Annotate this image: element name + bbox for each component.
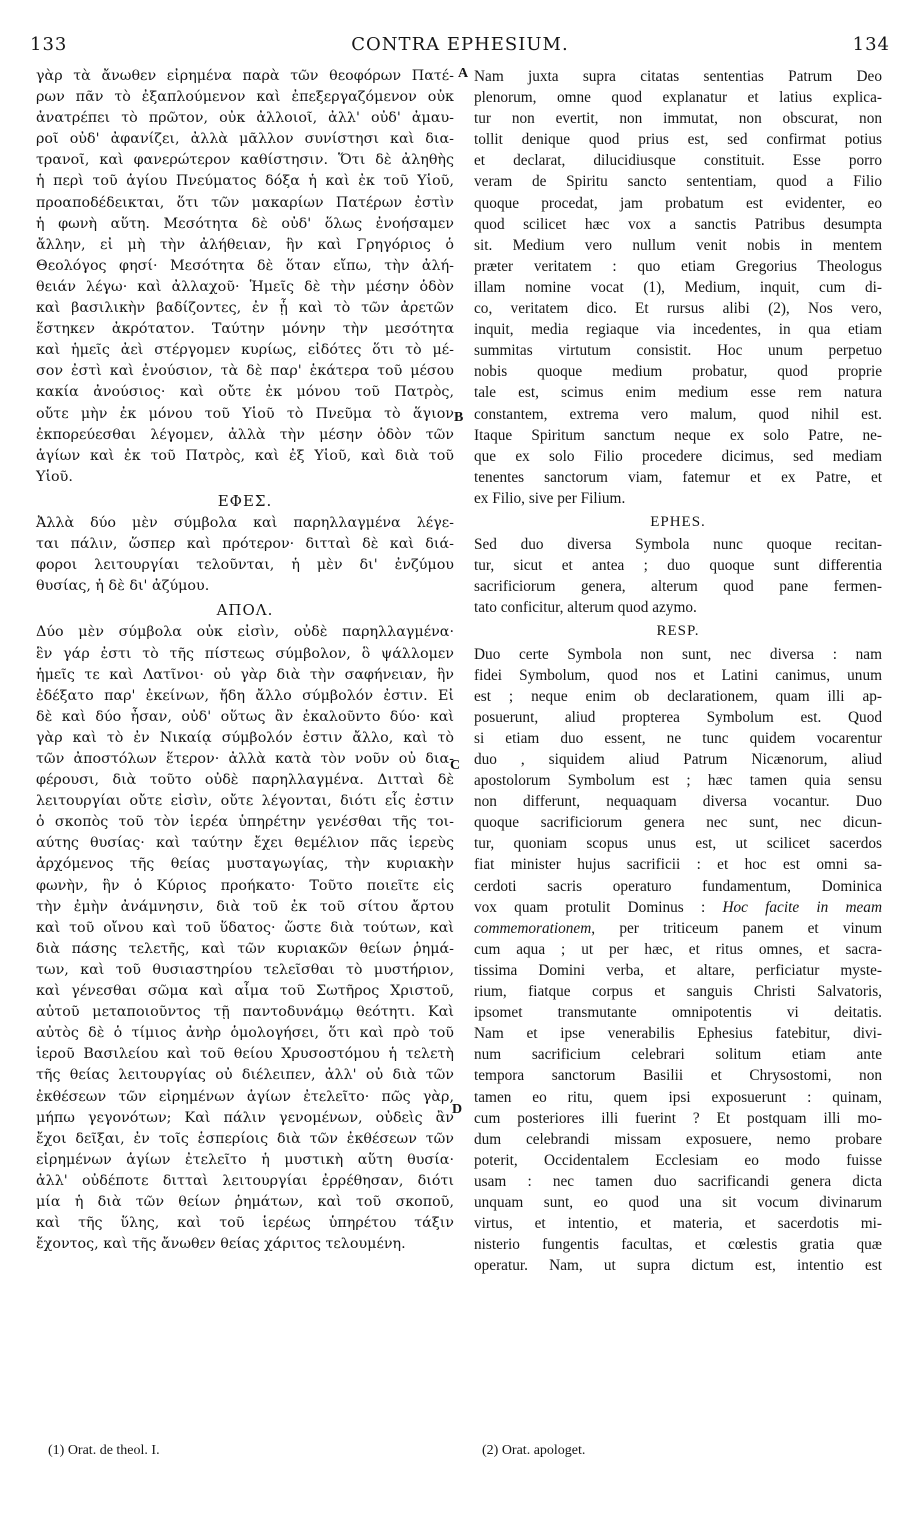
- text-line: ται πάλιν, ὥσπερ καὶ πρότερον· διτταὶ δὲ καὶ διά-: [36, 536, 454, 553]
- text-line: Duo certe Symbola non sunt, nec diversa : nam: [474, 645, 882, 663]
- text-line: usam : nec tamen duo sacrificandi genera dicta: [474, 1172, 882, 1190]
- latin-line-quotation-2: [474, 918, 882, 939]
- text-line: ἐκπορεύεσθαι λέγομεν, ἀλλὰ τὴν μέσην ὁδὸν τῶν: [36, 426, 454, 443]
- footnote-1: (1) Orat. de theol. I.: [48, 1443, 160, 1458]
- text-line: καὶ τῆς ὕλης, καὶ τοῦ ἱερέως ὑπηρέτου τάξιν: [36, 1215, 454, 1232]
- text-line: φωνὴν, ἣν ὁ Κύριος προήκατο· Τοῦτο ποιεῖτε εἰς: [36, 877, 454, 894]
- text-line: tenentes sanctorum viam, fatemur et ex Patre, et: [474, 468, 882, 486]
- text-line: ἐδέξατο παρ' ἐκείνων, ἤδη ἄλλο σύμβολόν ἐστιν. Εἰ: [36, 687, 454, 704]
- text-line: nisterio fungentis facultas, et cœlestis gratia quæ: [474, 1236, 882, 1254]
- text-line: θειάν λέγω· καὶ ἀλλαχοῦ· Ἡμεῖς δὲ τὴν μέσην ὁδὸν: [36, 278, 454, 295]
- text-line: plenorum, omne quod explanatur et latius explica-: [474, 89, 882, 107]
- margin-marker-a: A: [458, 66, 469, 81]
- section-title-ephes-latin: EPHES.: [650, 513, 706, 530]
- text-line: est ; neque enim ob declarationem, quam illi ap-: [474, 687, 882, 705]
- text-line: γὰρ καὶ τὸ ἐν Νικαίᾳ σύμβολόν ἐστιν ἄλλο, καὶ τὸ: [36, 729, 454, 746]
- text-line: ἡ περὶ τοῦ ἁγίου Πνεύματος δόξα ἡ καὶ ἐκ τοῦ Υἱοῦ,: [36, 173, 454, 190]
- text-line: Itaque Spiritum sanctum neque ex solo Patre, ne-: [474, 426, 882, 444]
- text-line: operatur. Nam, ut supra dictum est, intentio est: [474, 1257, 882, 1275]
- text-line: sit. Medium vero nullum venit nobis in mentem: [474, 236, 882, 254]
- text-line: ἔχοντος, καὶ τῆς ἄνωθεν θείας χάριτος τελουμένη.: [36, 1236, 406, 1253]
- text-line: tur, quoniam scopus unus est, ut scilicet sacerdos: [474, 835, 882, 853]
- text-line: διὰ πάσης τελετῆς, καὶ τῶν κυριακῶν θείων ῥημά-: [36, 940, 454, 957]
- text-line: tato conficitur, alterum quod azymo.: [474, 599, 697, 617]
- section-title-apol: ΑΠΟΛ.: [216, 601, 274, 620]
- text-line: οὔτε μὴν ἐκ μόνου τοῦ Υἱοῦ τὸ Πνεῦμα τὸ ἅγιον: [36, 405, 454, 422]
- text-line: των, καὶ τοῦ θυσιαστηρίου τελεῖσθαι τὸ μυστήριον,: [36, 961, 454, 978]
- text-line: τρανοῖ, καὶ φανερώτερον καθίστησιν. Ὅτι δὲ ἀληθὴς: [36, 152, 454, 169]
- text-line: Nam et ipse venerabilis Ephesius fatebitur, divi-: [474, 1025, 882, 1043]
- text-line: unquam sunt, eo quod una sit vocum divinarum: [474, 1193, 882, 1211]
- text-line: tur, sicut et antea ; duo quoque sunt differentia: [474, 557, 882, 575]
- text-line: co, veritatem dico. Et rursus alibi (2), Nos vero,: [474, 300, 882, 318]
- text-line: φοροι λειτουργίαι τελοῦνται, ἡ μὲν δι' ἐνζύμου: [36, 557, 454, 574]
- latin-paragraph: [474, 66, 882, 509]
- text-line: tur non evertit, non immutat, non obscurat, non: [474, 110, 882, 128]
- text-line: σον ἐστὶ καὶ ἐνούσιον, τὰ δὲ παρ' ἑκάτερα τοῦ μέσου: [36, 363, 454, 380]
- text-line: Δύο μὲν σύμβολα οὐκ εἰσὶν, οὐδὲ παρηλλαγμένα·: [36, 624, 454, 641]
- quote-tail: , per triticeum panem et vinum: [591, 919, 882, 937]
- text-line: tempora sanctorum Basilii et Chrysostomi, non: [474, 1067, 882, 1085]
- section-title-resp: RESP.: [656, 623, 700, 640]
- text-line: ὁ σκοπὸς τοῦ τὸν ἱερέα ὑπηρέτην γενέσθαι τῆς τοι-: [36, 814, 454, 831]
- quote-text: Hoc facite in meam: [722, 898, 882, 916]
- text-line: Θεολόγος φησί· Μεσότητα δὲ ὅταν εἴπω, τὴν ἀλή-: [36, 257, 454, 274]
- text-line: veram de Spiritu sancto sententiam, quod a Filio: [474, 173, 882, 191]
- text-line: quoque sacrificiorum genera nec sunt, nec dicun-: [474, 814, 882, 832]
- text-line: κακία ἀνούσιος· καὶ οὔτε ἐκ μόνου τοῦ Πατρὸς,: [36, 384, 454, 401]
- text-line: et declarat, dilucidiusque constituit. Esse porro: [474, 152, 882, 170]
- right-page-number: 134: [852, 34, 890, 55]
- text-line: αύτης θυσίας· καὶ ταύτην ἔχει θεμέλιον πᾶς ἱερεὺς: [36, 835, 454, 852]
- running-title: CONTRA EPHESIUM.: [351, 34, 569, 55]
- text-line: τὴν ἐμὴν ἀνάμνησιν, διὰ τοῦ ἐκ τοῦ σίτου ἄρτου: [36, 898, 454, 915]
- text-line: ἁγίων καὶ ἐκ τοῦ Πατρὸς, καὶ ἐξ Υἱοῦ, καὶ διὰ τοῦ: [36, 447, 454, 464]
- text-line: αὐτοῦ μεταποιοῦντος τῇ παντοδυνάμῳ θεότητι. Καὶ: [36, 1004, 454, 1021]
- text-line: tamen eo ritu, quem ipsi exposuerunt : quinam,: [474, 1088, 882, 1106]
- text-line: num sacrificium celebrari solitum etiam ante: [474, 1046, 882, 1064]
- text-line: λειτουργίαι οὔτε εἰσὶν, οὔτε λέγονται, διότι εἷς ἐστιν: [36, 793, 454, 810]
- latin-column: [474, 66, 882, 1276]
- text-line: ἀλλ' οὐδέποτε διτταὶ λειτουργίαι ἐρρέθησαν, διότι: [36, 1172, 454, 1189]
- text-line: tale est, scimus enim medium esse rem natura: [474, 384, 882, 402]
- text-line: Sed duo diversa Symbola nunc quoque recitan-: [474, 536, 882, 554]
- greek-paragraph: [36, 66, 454, 488]
- text-line: sacrificiorum genera, alterum quod pane fermen-: [474, 578, 882, 596]
- text-line: ex Filio, sive per Filium.: [474, 489, 626, 507]
- greek-column: [36, 66, 454, 1255]
- text-line: constantem, extrema vero malum, quod nihil est.: [474, 405, 882, 423]
- text-line: duo , siquidem aliud Patrum Nicænorum, aliud: [474, 751, 882, 768]
- text-line: καὶ ἡμεῖς ἀεὶ στέργομεν κυρίως, εἰδότες ὅτι τὸ μέ-: [36, 342, 454, 359]
- text-line: ipsomet transmutante omnipotentis vi deitatis.: [474, 1004, 882, 1022]
- latin-paragraph: [474, 939, 882, 1277]
- left-page-number: 133: [30, 34, 68, 55]
- text-line: ἡ φωνὴ αὕτη. Μεσότητα δὲ οὐδ' ὅλως ἐνοήσαμεν: [36, 215, 454, 232]
- text-line: poterit, Occidentalem Ecclesiam eo modo fuisse: [474, 1151, 882, 1169]
- margin-marker-d: D: [452, 1102, 463, 1117]
- text-line: γὰρ τὰ ἄνωθεν εἰρημένα παρὰ τῶν θεοφόρων Πατέ-: [36, 68, 454, 84]
- text-line: posuerunt, aliud propterea Symbolum est. Quod: [474, 708, 882, 726]
- text-line: fidei Symbolum, quod nos et Latini canimus, unum: [474, 666, 882, 684]
- text-line: φέρουσι, διὰ τοῦτο οὐδὲ παρηλλαγμένα. Διτταὶ δὲ: [36, 772, 454, 789]
- text-line: δὲ καὶ δύο ἦσαν, οὐδ' οὕτως ἂν ἐκαλοῦντο δύο· καὶ: [36, 708, 454, 725]
- text-line: ἐκθέσεων τῶν εἰρημένων ἁγίων ἐτελεῖτο· πῶς γὰρ,: [36, 1088, 454, 1105]
- greek-paragraph: [36, 622, 454, 1255]
- text-line: virtus, et intentio, et materia, et sacerdotis mi-: [474, 1215, 882, 1233]
- text-line: τῶν ἀποστόλων ἕτερον· ἀλλὰ κατὰ τὸν νοῦν οὐ δια-: [36, 751, 454, 767]
- text-line: cum aqua ; ut per hæc, et ritus omnes, et sacra-: [474, 940, 882, 958]
- page-header: [30, 34, 890, 58]
- text-line: ἱεροῦ Βασιλείου καὶ τοῦ θείου Χρυσοστόμου ἡ τελετὴ: [36, 1046, 454, 1063]
- text-line: ἀνατρέπει τὸ πρῶτον, οὐκ ἀλλοιοῖ, ἀλλ' οὐδ' ἀμαυ-: [36, 110, 454, 127]
- text-line: καὶ βασιλικὴν βαδίζοντες, ἐν ᾗ καὶ τὸ τῶν ἀρετῶν: [36, 300, 454, 317]
- text-line: μία ἡ διὰ τῶν θείων ῥημάτων, καὶ τοῦ σκοποῦ,: [36, 1193, 454, 1210]
- margin-marker-c: C: [450, 758, 461, 773]
- text-line: τῆς θείας λειτουργίας οὐ διέλειπεν, ἀλλ' οὐ διὰ τῶν: [36, 1067, 454, 1084]
- quote-text-cont: commemorationem: [474, 919, 592, 937]
- text-line: apostolorum Symbolum est ; hæc tamen quia sensu: [474, 772, 882, 790]
- text-line: præter veritatem : quo etiam Gregorius Theologus: [474, 257, 882, 275]
- text-line: fiat minister hujus sacrificii : et hoc est omni sa-: [474, 856, 882, 874]
- text-line: ἀρχόμενος τῆς θείας μυσταγωγίας, τὴν κυριακὴν: [36, 856, 454, 873]
- text-line: quod scilicet hæc vox a sanctis Patribus desumpta: [474, 215, 882, 233]
- text-line: Nam juxta supra citatas sententias Patrum Deo: [474, 68, 882, 85]
- text-line: quoque procedat, jam probatum est evidenter, eo: [474, 194, 882, 212]
- quote-lead: vox quam protulit Dominus :: [474, 898, 723, 916]
- text-line: cum posteriores illi fuerint ? Et postquam illi mo-: [474, 1109, 882, 1127]
- text-line: αὐτὸς δὲ ὁ τίμιος ἀνὴρ ὁμολογήσει, ὅτι καὶ πρὸ τοῦ: [36, 1025, 454, 1042]
- text-line: inquit, media regiaque via incedentes, in qua etiam: [474, 321, 882, 339]
- section-title-ephes: ΕΦΕΣ.: [217, 491, 273, 510]
- text-line: si etiam duo essent, ne tunc quidem vocarentur: [474, 729, 882, 747]
- latin-paragraph: [474, 534, 882, 618]
- text-line: προαποδέδεικται, ὅτι τῶν μακαρίων Πατέρων ἐστὶν: [36, 194, 454, 211]
- text-line: εἰρημένων ἁγίων ἐτελεῖτο ἡ μυστικὴ αὕτη θυσία·: [36, 1151, 454, 1168]
- text-line: Υἱοῦ.: [36, 468, 73, 485]
- text-line: cerdoti sacris operaturo fundamentum, Dominica: [474, 877, 882, 895]
- greek-paragraph: [36, 513, 454, 597]
- text-line: ἕστηκεν ἀκρότατον. Ταύτην μόνην τὴν μεσότητα: [36, 321, 454, 338]
- text-line: ἔχοι δεῖξαι, ἐν τοῖς ἑσπερίοις διὰ τῶν ἐκθέσεων τῶν: [36, 1130, 454, 1147]
- text-line: ροῖ οὐδ' ἀφανίζει, ἀλλὰ μᾶλλον συνίστησι καὶ δια-: [36, 131, 454, 148]
- text-line: que ex solo Filio procedere dicimus, sed mediam: [474, 447, 882, 465]
- text-line: dum celebrandi missam exposuere, nemo probare: [474, 1130, 882, 1148]
- text-line: illam nomine vocat (1), Medium, inquit, cum di-: [474, 278, 882, 296]
- text-line: ἡμεῖς τε καὶ Λατῖνοι· οὐ γὰρ διὰ τὴν σαφήνειαν, ἣν: [36, 666, 454, 683]
- text-line: Ἀλλὰ δύο μὲν σύμβολα καὶ παρηλλαγμένα λέγε-: [36, 514, 454, 531]
- footnote-2: (2) Orat. apologet.: [482, 1443, 586, 1458]
- text-line: καὶ γένεσθαι σῶμα καὶ αἷμα τοῦ Σωτῆρος Χριστοῦ,: [36, 983, 454, 1000]
- latin-line-quotation-1: [474, 897, 882, 918]
- text-line: tollit denique quod prius est, sed confirmat potius: [474, 131, 882, 149]
- text-line: ἓν γάρ ἐστι τὸ τῆς πίστεως σύμβολον, ὃ ψάλλομεν: [36, 645, 454, 662]
- text-line: ἄλλην, εἰ μὴ τὴν ἀλήθειαν, ἣν καὶ Γρηγόριος ὁ: [36, 236, 454, 253]
- text-line: καὶ τοῦ οἴνου καὶ τοῦ ὕδατος· ὥστε διὰ τούτων, καὶ: [36, 919, 454, 936]
- text-line: nobis quoque medium probatur, quod proprie: [474, 363, 882, 381]
- text-line: tissima Domini verba, et altare, perficiatur myste-: [474, 961, 882, 979]
- text-line: non differunt, nequaquam diversa vocantur. Duo: [474, 793, 882, 811]
- margin-marker-b: B: [454, 410, 464, 425]
- text-line: θυσίας, ἡ δὲ δι' ἀζύμου.: [36, 578, 210, 595]
- text-line: ρων πᾶν τὸ ἐξαπλούμενον καὶ ἐπεξεργαζόμενον οὐκ: [36, 89, 454, 106]
- text-line: μήπω γεγονότων; Καὶ πάλιν γενομένων, οὐδεὶς ἂν: [36, 1109, 454, 1126]
- text-line: summitas virtutum consistit. Hoc unum perpetuo: [474, 342, 882, 360]
- text-line: rium, fiatque corpus et sanguis Christi Salvatoris,: [474, 983, 882, 1001]
- latin-paragraph: [474, 644, 882, 897]
